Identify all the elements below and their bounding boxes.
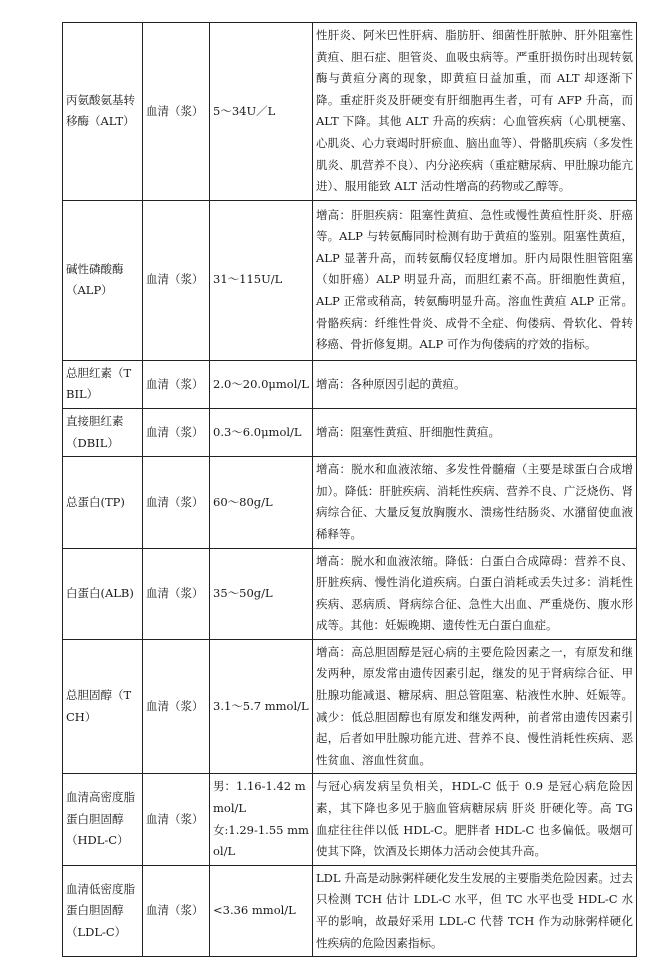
reference-range: 5～34U／L	[210, 23, 313, 201]
table-row	[63, 408, 637, 456]
specimen: 血清（浆）	[143, 200, 210, 360]
test-name: 总蛋白(TP)	[63, 457, 143, 548]
reference-range: <3.36 mmol/L	[210, 865, 313, 956]
clinical-significance: LDL 升高是动脉粥样硬化发生发展的主要脂类危险因素。过去只检测 TCH 估计 LDL-C 水平，但 TC 水平也受 HDL-C 水平的影响，故最好采用 LDL-C 代替 TCH 作为动脉粥样硬化性疾病的危险因素指标。	[313, 865, 637, 956]
test-name: 直接胆红素（DBIL）	[63, 408, 143, 456]
specimen: 血清（浆）	[143, 23, 210, 201]
lab-reference-table	[62, 22, 637, 957]
specimen: 血清（浆）	[143, 639, 210, 774]
reference-range: 3.1～5.7 mmol/L	[210, 639, 313, 774]
reference-range: 35～50g/L	[210, 548, 313, 639]
table-row	[63, 774, 637, 865]
test-name: 丙氨酸氨基转移酶（ALT）	[63, 23, 143, 201]
test-name: 碱性磷酸酶（ALP）	[63, 200, 143, 360]
clinical-significance: 性肝炎、阿米巴性肝病、脂肪肝、细菌性肝脓肿、肝外阻塞性黄疸、胆石症、胆管炎、血吸虫病等。严重肝损伤时出现转氨酶与黄疸分离的现象，即黄疸日益加重，而 ALT 却逐渐下降。重症肝炎及肝硬变有肝细胞再生者，可有 AFP 升高，而 ALT 下降。其他 ALT 升高的疾病：心血管疾病（心肌梗塞、心肌炎、心力衰竭时肝瘀血、脑出血等）、骨骼肌疾病（多发性肌炎、肌营养不良）、内分泌疾病（重症糖尿病、甲肚腺功能亢进）、服用能致 ALT 活动性增高的药物或乙醇等。	[313, 23, 637, 201]
specimen: 血清（浆）	[143, 457, 210, 548]
test-name: 总胆红素（TBIL）	[63, 360, 143, 408]
test-name: 白蛋白(ALB)	[63, 548, 143, 639]
clinical-significance: 与冠心病发病呈负相关，HDL-C 低于 0.9 是冠心病危险因素，其下降也多见于脑血管病糖尿病 肝炎 肝硬化等。高 TG 血症往往伴以低 HDL-C。肥胖者 HDL-C 也多偏低。吸烟可使其下降，饮酒及长期体力活动会使其升高。	[313, 774, 637, 865]
table-row	[63, 23, 637, 201]
table-row	[63, 360, 637, 408]
table-row	[63, 865, 637, 956]
table-row	[63, 548, 637, 639]
reference-range: 60～80g/L	[210, 457, 313, 548]
reference-range: 2.0～20.0μmol/L	[210, 360, 313, 408]
reference-range: 0.3～6.0μmol/L	[210, 408, 313, 456]
table-row	[63, 639, 637, 774]
clinical-significance: 增高：肝胆疾病：阻塞性黄疸、急性或慢性黄疸性肝炎、肝癌等。ALP 与转氨酶同时检测有助于黄疸的鉴别。阻塞性黄疸，ALP 显著升高，而转氨酶仅轻度增加。肝内局限性胆管阻塞（如肝癌）ALP 明显升高，而胆红素不高。肝细胞性黄疸，ALP 正常或稍高，转氨酶明显升高。溶血性黄疸 ALP 正常。骨骼疾病：纤维性骨炎、成骨不全症、佝偻病、骨软化、骨转移癌、骨折修复期。ALP 可作为佝偻病的疗效的指标。	[313, 200, 637, 360]
reference-range	[210, 774, 313, 865]
table-row	[63, 457, 637, 548]
clinical-significance: 增高：高总胆固醇是冠心病的主要危险因素之一，有原发和继发两种，原发常由遗传因素引起，继发的见于肾病综合征、甲肚腺功能减退、糖尿病、胆总管阻塞、粘液性水肿、妊娠等。减少：低总胆固醇也有原发和继发两种，前者常由遗传因素引起，后者如甲肚腺功能亢进、营养不良、慢性消耗性疾病、恶性贫血、溶血性贫血。	[313, 639, 637, 774]
test-name: 总胆固醇（TCH）	[63, 639, 143, 774]
reference-range: 31～115U/L	[210, 200, 313, 360]
reference-range-female: 女:1.29-1.55 mmol/L	[213, 822, 309, 859]
specimen: 血清（浆）	[143, 548, 210, 639]
test-name: 血清低密度脂蛋白胆固醇（LDL-C）	[63, 865, 143, 956]
test-name: 血清高密度脂蛋白胆固醇（HDL-C）	[63, 774, 143, 865]
clinical-significance: 增高：脱水和血液浓缩。降低：白蛋白合成障碍：营养不良、肝脏疾病、慢性消化道疾病。白蛋白消耗或丢失过多：消耗性疾病、恶病质、肾病综合征、急性大出血、严重烧伤、腹水形成等。其他：妊娠晚期、遗传性无白蛋白血症。	[313, 548, 637, 639]
specimen: 血清（浆）	[143, 774, 210, 865]
specimen: 血清（浆）	[143, 360, 210, 408]
specimen: 血清（浆）	[143, 408, 210, 456]
table-row	[63, 200, 637, 360]
reference-range-male: 男：1.16-1.42 mmol/L	[213, 779, 306, 816]
clinical-significance: 增高：阻塞性黄疸、肝细胞性黄疸。	[313, 408, 637, 456]
clinical-significance: 增高：各种原因引起的黄疸。	[313, 360, 637, 408]
specimen: 血清（浆）	[143, 865, 210, 956]
clinical-significance: 增高：脱水和血液浓缩、多发性骨髓瘤（主要是球蛋白合成增加）。降低：肝脏疾病、消耗性疾病、营养不良、广泛烧伤、肾病综合征、大量反复放胸腹水、溃疡性结肠炎、水潴留使血液稀释等。	[313, 457, 637, 548]
